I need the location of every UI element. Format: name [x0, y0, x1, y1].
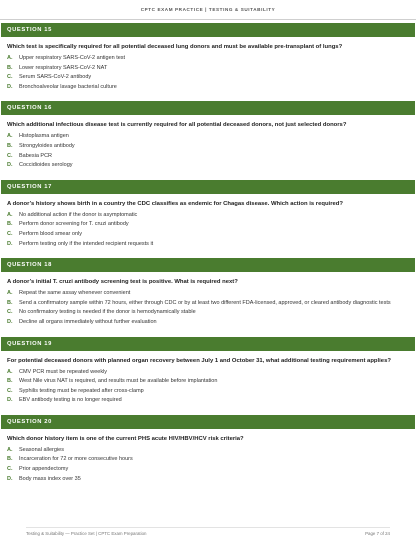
option-letter: C. — [7, 152, 13, 159]
option-text: Babesia PCR — [19, 152, 53, 159]
option-letter: A. — [7, 446, 13, 453]
option-letter: C. — [7, 466, 13, 473]
question-text: A donor’s initial T. cruzi antibody screening test is positive. What is required next? — [7, 279, 238, 286]
footer-page-number: Page 7 of 24 — [365, 531, 390, 536]
option-text: Bronchoalveolar lavage bacterial culture — [19, 83, 117, 90]
answer-option — [7, 318, 409, 328]
option-text: Upper respiratory SARS-CoV-2 antigen test — [19, 55, 126, 61]
question-block — [0, 258, 416, 327]
option-text: Lower respiratory SARS-CoV-2 NAT — [19, 64, 108, 71]
option-letter: D. — [7, 318, 13, 325]
answer-option — [7, 142, 409, 152]
question-number-bar: QUESTION 18 — [1, 258, 415, 272]
page-header: CPTC EXAM PRACTICE | TESTING & SUITABILITY — [0, 7, 416, 20]
answer-option — [7, 299, 409, 309]
option-text: CMV PCR must be repeated weekly — [19, 368, 108, 375]
question-body — [0, 194, 416, 249]
option-text: Decline all organs immediately without further evaluation — [19, 318, 157, 325]
option-text: Perform donor screening for T. cruzi antibody — [19, 221, 129, 228]
option-letter: B. — [7, 378, 13, 385]
question-body — [0, 272, 416, 327]
answer-option — [7, 396, 409, 406]
question-number-bar: QUESTION 15 — [1, 23, 415, 37]
option-letter: A. — [7, 290, 13, 297]
option-letter: A. — [7, 368, 13, 375]
question-number-bar: QUESTION 16 — [1, 101, 415, 115]
option-letter: D. — [7, 240, 13, 247]
answer-option — [7, 368, 409, 378]
question-number-bar: QUESTION 17 — [1, 180, 415, 194]
option-letter: D. — [7, 475, 13, 482]
question-body — [0, 37, 416, 92]
option-letter: B. — [7, 142, 13, 149]
answer-option — [7, 465, 409, 475]
option-text: No additional action if the donor is asymptomatic — [19, 211, 138, 218]
question-text: Which test is specifically required for all potential deceased lung donors and must be available pre-transplant of lungs? — [7, 44, 343, 50]
option-letter: A. — [7, 55, 13, 61]
question-block — [0, 180, 416, 249]
answer-option — [7, 455, 409, 465]
option-letter: A. — [7, 211, 13, 218]
question-body — [0, 351, 416, 406]
answer-option — [7, 377, 409, 387]
option-letter: B. — [7, 64, 13, 71]
answer-option — [7, 220, 409, 230]
answer-option — [7, 240, 409, 250]
option-text: Body mass index over 35 — [19, 475, 81, 482]
option-text: Repeat the same assay whenever convenient — [19, 290, 131, 297]
question-block — [0, 337, 416, 406]
option-text: Perform blood smear only — [19, 230, 82, 237]
option-letter: D. — [7, 162, 13, 169]
option-letter: B. — [7, 221, 13, 228]
option-text: Perform testing only if the intended recipient requests it — [19, 240, 154, 247]
option-text: Coccidioides serology — [19, 162, 73, 169]
answer-option — [7, 73, 409, 83]
question-number-bar: QUESTION 19 — [1, 337, 415, 351]
option-letter: B. — [7, 456, 13, 463]
option-text: Incarceration for 72 or more consecutive hours — [19, 456, 133, 463]
option-text: EBV antibody testing is no longer required — [19, 397, 122, 404]
question-body — [0, 115, 416, 170]
answer-option — [7, 211, 409, 221]
question-text: For potential deceased donors with planned organ recovery between July 1 and October 31, what additional testing requirement applies? — [7, 357, 391, 364]
option-text: Serum SARS-CoV-2 antibody — [19, 74, 92, 81]
page-footer — [26, 527, 390, 536]
option-letter: C. — [7, 230, 13, 237]
answer-option — [7, 446, 409, 456]
option-text: No confirmatory testing is needed if the donor is hemodynamically stable — [19, 309, 196, 316]
question-list — [0, 23, 416, 493]
option-text: West Nile virus NAT is required, and results must be available before implantation — [19, 378, 218, 385]
answer-option — [7, 308, 409, 318]
option-text: Syphilis testing must be repeated after cross-clamp — [19, 387, 144, 394]
option-letter: A. — [7, 133, 13, 140]
answer-option — [7, 64, 409, 74]
option-text: Prior appendectomy — [19, 466, 69, 473]
option-letter: D. — [7, 83, 13, 90]
option-text: Histoplasma antigen — [19, 133, 69, 140]
question-block — [0, 23, 416, 92]
answer-option — [7, 230, 409, 240]
question-block — [0, 101, 416, 170]
footer-left: Testing & Suitability — Practice Set | CPTC Exam Preparation — [26, 531, 147, 536]
option-letter: C. — [7, 74, 13, 81]
answer-option — [7, 152, 409, 162]
answer-option — [7, 161, 409, 171]
question-text: Which additional infectious disease test is currently required for all potential deceased donors, not just selected donors? — [7, 122, 347, 129]
question-text: Which donor history item is one of the current PHS acute HIV/HBV/HCV risk criteria? — [7, 435, 244, 442]
option-letter: C. — [7, 387, 13, 394]
option-letter: C. — [7, 309, 13, 316]
option-letter: B. — [7, 299, 13, 306]
answer-option — [7, 132, 409, 142]
answer-option — [7, 387, 409, 397]
answer-option — [7, 83, 409, 93]
option-text: Send a confirmatory sample within 72 hours, either through CDC or by at least two different FDA-licensed, approved, or cleared antibody diagnostic tests — [19, 299, 391, 306]
option-letter: D. — [7, 397, 13, 404]
question-number-bar: QUESTION 20 — [1, 415, 415, 429]
question-block — [0, 415, 416, 484]
answer-option — [7, 289, 409, 299]
option-text: Seasonal allergies — [19, 446, 64, 453]
question-body — [0, 429, 416, 484]
answer-option — [7, 475, 409, 485]
option-text: Strongyloides antibody — [19, 142, 75, 149]
question-text: A donor’s history shows birth in a country the CDC classifies as endemic for Chagas disease. Which action is required? — [7, 200, 343, 207]
answer-option — [7, 54, 409, 64]
